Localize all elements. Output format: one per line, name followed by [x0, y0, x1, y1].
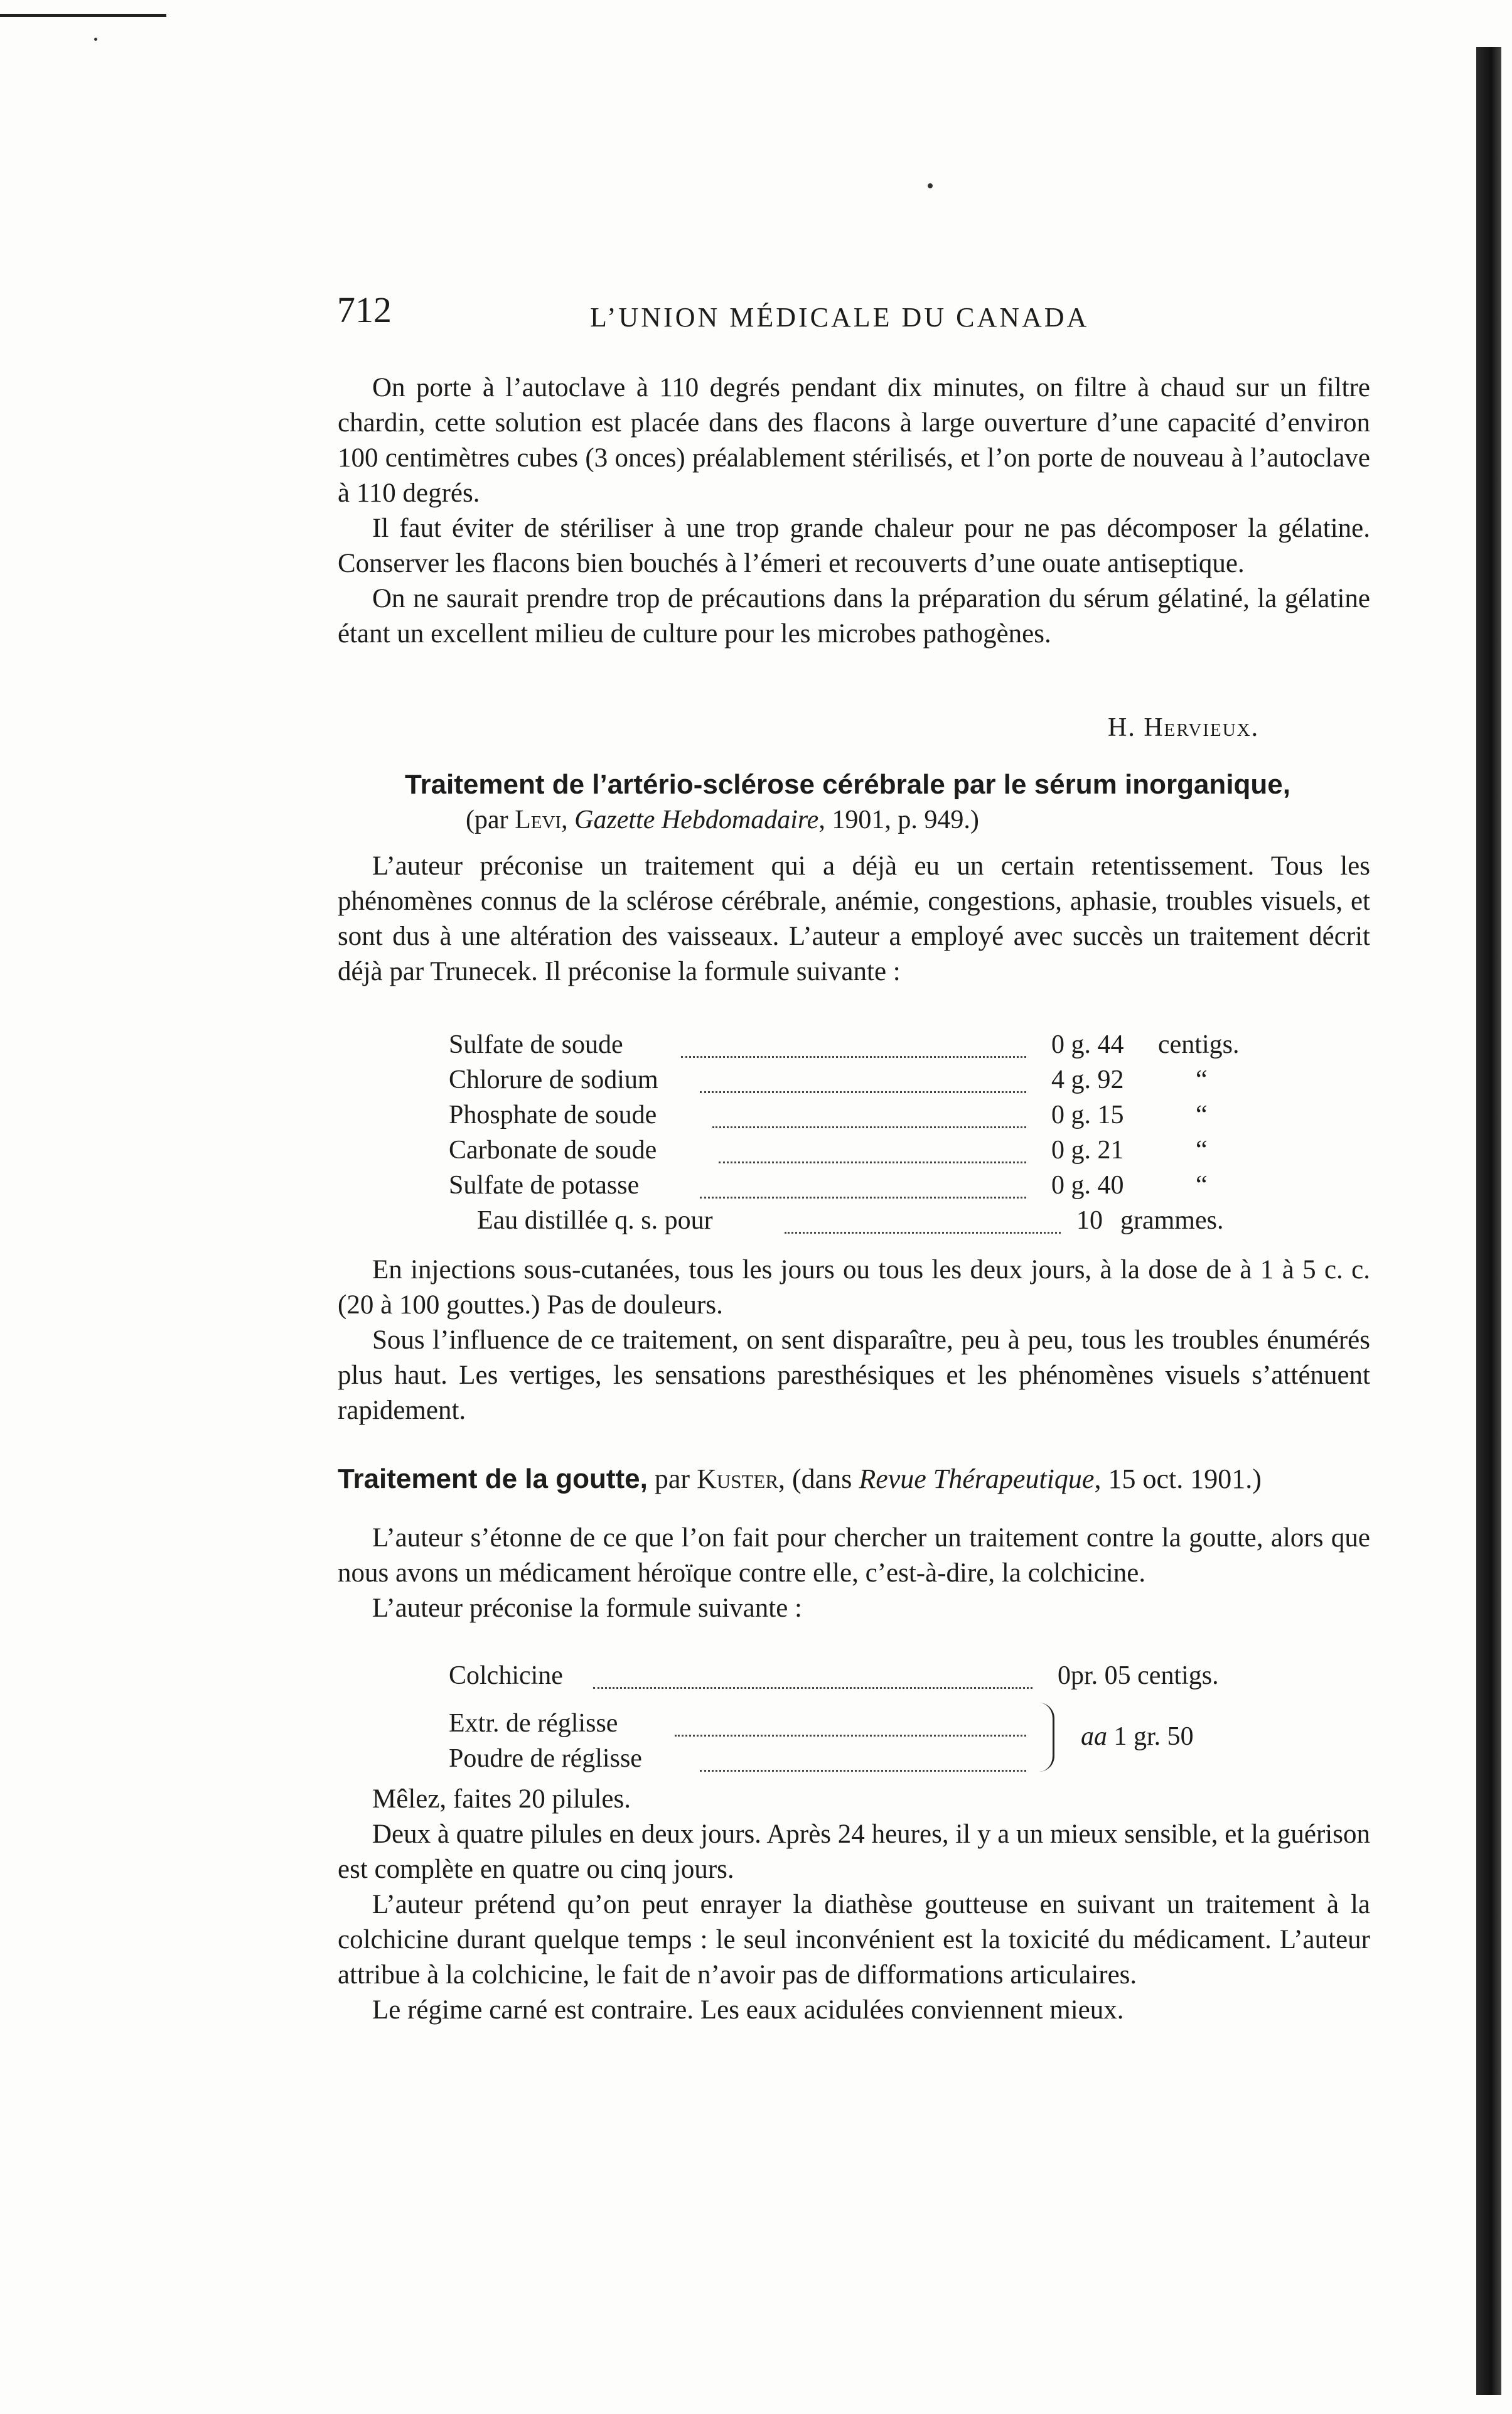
citation-rest: , 1901, p. 949.)	[818, 806, 979, 834]
section2-after-4: Le régime carné est contraire. Les eaux acidulées conviennent mieux.	[372, 1995, 1124, 2025]
scan-speck	[928, 183, 933, 188]
leader-dots	[719, 1161, 1026, 1163]
scan-speck	[94, 38, 97, 41]
section1-paragraph-3: Sous l’influence de ce traitement, on sent disparaître, peu à peu, tous les troubles énumérés plus haut. Les vertiges, les sensations paresthésiques et les phénomènes visuels s’atténuent rapidement.	[338, 1325, 1370, 1425]
section2-body	[338, 1521, 1370, 1626]
section1-paragraph-1: L’auteur préconise un traitement qui a déjà eu un certain retentissement. Tous les phénomènes connus de la sclérose cérébrale, anémie, congestions, aphasie, troubles visuels, et sont dus à une altération des vaisseaux. L’auteur a employé avec succès un traitement décrit déjà par Trunecek. Il préconise la formule suivante :	[338, 851, 1370, 986]
section2-by: par	[647, 1463, 697, 1494]
section2-formula	[449, 1661, 1327, 1786]
signature	[1108, 713, 1259, 743]
citation-author: Levi	[515, 806, 562, 834]
formula-brace	[1039, 1703, 1054, 1772]
ingredient-name: Colchicine	[449, 1661, 563, 1690]
section1-citation: (par Levi, Gazette Hebdomadaire, 1901, p. 949.)	[466, 806, 979, 834]
brace-qty: 1 gr. 50	[1107, 1722, 1194, 1751]
ingredient-name: Sulfate de potasse	[449, 1171, 640, 1200]
ingredient-qty: 0 g. 40	[1051, 1171, 1124, 1200]
ingredient-unit: centigs.	[1158, 1030, 1240, 1059]
section2-author: Kuster	[697, 1463, 779, 1494]
ingredient-qty: 10	[1076, 1206, 1103, 1235]
section1-paragraph-2: En injections sous-cutanées, tous les jours ou tous les deux jours, à la dose de à 1 à 5 c. c. (20 à 100 gouttes.) Pas de douleurs.	[338, 1255, 1370, 1320]
leader-dots	[700, 1197, 1026, 1199]
section2-date: , 15 oct. 1901.)	[1094, 1463, 1262, 1494]
ingredient-unit: “	[1196, 1101, 1208, 1129]
intro-text	[338, 370, 1370, 652]
section1-body-after	[338, 1253, 1370, 1428]
section2-journal: Revue Thérapeutique	[859, 1463, 1095, 1494]
section2-title-line	[338, 1463, 1262, 1495]
leader-dots	[593, 1687, 1032, 1689]
leader-dots	[712, 1126, 1026, 1128]
ingredient-unit: grammes.	[1120, 1206, 1224, 1235]
intro-paragraph-1: On porte à l’autoclave à 110 degrés pendant dix minutes, on filtre à chaud sur un filtre chardin, cette solution est placée dans des flacons à large ouverture d’une capacité d’environ 100 centimètres cubes (3 onces) préalablement stérilisés, et l’on porte de nouveau à l’autoclave à 110 degrés.	[338, 373, 1370, 508]
ingredient-qty: 0 g. 44	[1051, 1030, 1124, 1059]
citation-journal: Gazette Hebdomadaire	[574, 806, 819, 834]
ingredient-qty: 0 g. 21	[1051, 1136, 1124, 1165]
ingredient-name: Sulfate de soude	[449, 1030, 623, 1059]
ingredient-name: Phosphate de soude	[449, 1101, 657, 1129]
ingredient-name: Extr. de réglisse	[449, 1709, 618, 1738]
leader-dots	[700, 1770, 1026, 1772]
section2-paragraph-1: L’auteur s’étonne de ce que l’on fait pour chercher un traitement contre la goutte, alors que nous avons un médicament héroïque contre elle, c’est-à-dire, la colchicine.	[338, 1523, 1370, 1588]
ingredient-unit: “	[1196, 1065, 1208, 1094]
page-number: 712	[337, 289, 392, 330]
section2-in: , (dans	[778, 1463, 859, 1494]
brace-aa: aa	[1081, 1722, 1107, 1751]
signature-text: H. Hervieux.	[1108, 713, 1260, 742]
ingredient-unit: “	[1196, 1136, 1208, 1165]
brace-quantity	[1081, 1722, 1194, 1752]
ingredient-name: Chlorure de sodium	[449, 1065, 658, 1094]
intro-paragraph-2: Il faut éviter de stériliser à une trop grande chaleur pour ne pas décomposer la gélatine. Conserver les flacons bien bouchés à l’émeri et recouverts d’une ouate antiseptique.	[338, 514, 1370, 578]
top-rule	[0, 14, 166, 17]
section2-after-2: Deux à quatre pilules en deux jours. Après 24 heures, il y a un mieux sensible, et la guérison est complète en quatre ou cinq jours.	[338, 1819, 1370, 1884]
section2-body-after	[338, 1782, 1370, 2028]
leader-dots	[700, 1091, 1026, 1093]
citation-open: (par	[466, 806, 515, 834]
section2-after-1: Mêlez, faites 20 pilules.	[372, 1784, 631, 1814]
ingredient-name: Poudre de réglisse	[449, 1744, 642, 1773]
section1-title: Traitement de l’artério-sclérose cérébrale par le sérum inorganique,	[405, 769, 1290, 800]
running-head: L’UNION MÉDICALE DU CANADA	[590, 302, 1090, 333]
section2-paragraph-2: L’auteur préconise la formule suivante :	[372, 1593, 802, 1623]
section1-body	[338, 849, 1370, 989]
scanned-page-edge	[1476, 47, 1501, 2395]
ingredient-qty: 0 g. 15	[1051, 1101, 1124, 1129]
intro-paragraph-3: On ne saurait prendre trop de précautions dans la préparation du sérum gélatiné, la gélatine étant un excellent milieu de culture pour les microbes pathogènes.	[338, 584, 1370, 649]
ingredient-qty: 0pr. 05 centigs.	[1058, 1661, 1219, 1690]
section2-after-3: L’auteur prétend qu’on peut enrayer la diathèse goutteuse en suivant un traitement à la colchicine durant quelque temps : le seul inconvénient est la toxicité du médicament. L’auteur attribue à la colchicine, le fait de n’avoir pas de difformations articulaires.	[338, 1890, 1370, 1990]
section1-formula	[449, 1030, 1327, 1237]
leader-dots	[681, 1056, 1026, 1058]
leader-dots	[675, 1735, 1026, 1737]
leader-dots	[785, 1232, 1061, 1234]
ingredient-qty: 4 g. 92	[1051, 1065, 1124, 1094]
ingredient-name: Eau distillée q. s. pour	[477, 1206, 713, 1235]
section2-title: Traitement de la goutte,	[338, 1463, 648, 1494]
ingredient-name: Carbonate de soude	[449, 1136, 657, 1165]
ingredient-unit: “	[1196, 1171, 1208, 1200]
